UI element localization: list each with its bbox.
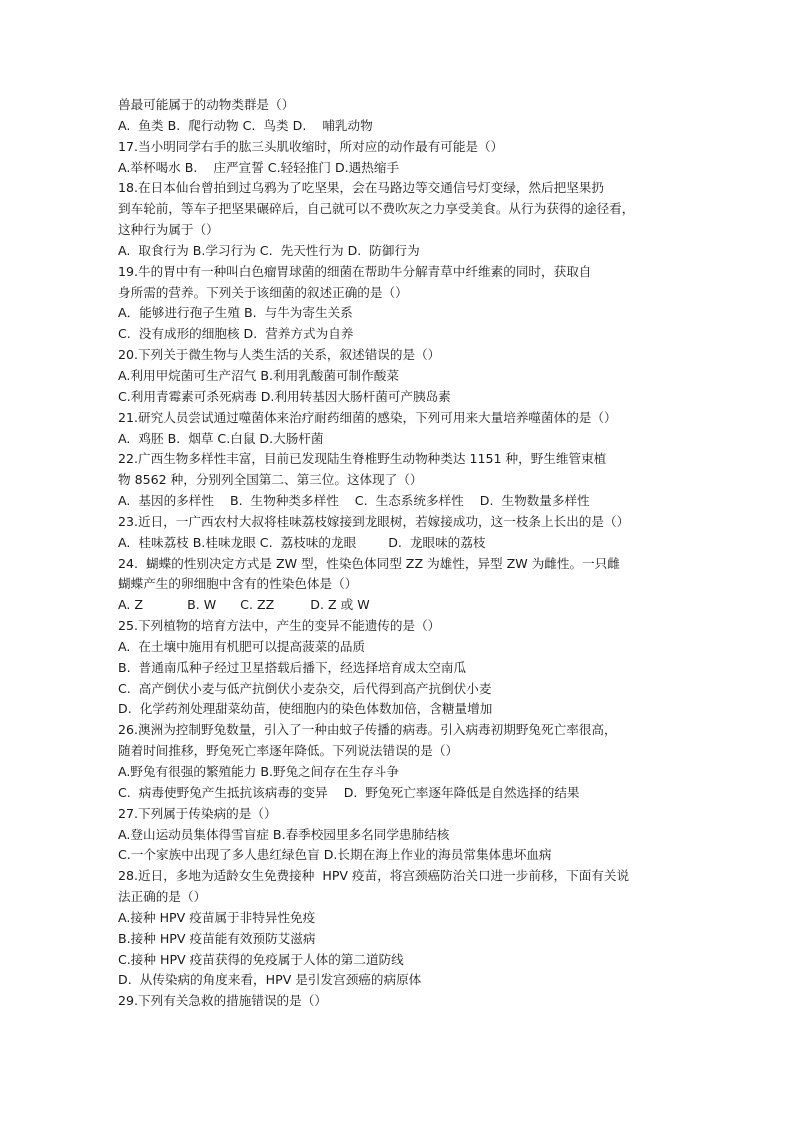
text-line: 物 8562 种，分别列全国第二、第三位。这体现了（） [118, 472, 423, 488]
question-29: 29.下列有关急救的措施错误的是（） [118, 993, 327, 1009]
option-line: A. 鸡胚 B. 烟草 C.白鼠 D.大肠杆菌 [118, 430, 324, 446]
option-line: A．能够进行孢子生殖 B. 与牛为寄生关系 [118, 305, 353, 321]
question-25: 25.下列植物的培育方法中，产生的变异不能遗传的是（） [118, 618, 441, 634]
option-line: A. 基因的多样性 B. 生物种类多样性 C. 生态系统多样性 D. 生物数量多样性 [118, 493, 590, 509]
text-line: 法正确的是（） [118, 889, 207, 905]
exam-page [118, 95, 688, 1012]
question-20: 20.下列关于微生物与人类生活的关系，叙述错误的是（） [118, 347, 441, 363]
question-24: 24. 蝴蝶的性别决定方式是 ZW 型，性染色体同型 ZZ 为雄性，异型 ZW 为雌性。一只雌 [118, 555, 620, 571]
text-line: 到车轮前，等车子把坚果碾碎后，自己就可以不费吹灰之力享受美食。从行为获得的途径看， [118, 201, 635, 217]
question-23: 23.近日，一广西农村大叔将桂味荔枝嫁接到龙眼树，若嫁接成功，这一枝条上长出的是（） [118, 513, 630, 529]
option-line: A. 在土壤中施用有机肥可以提高菠菜的品质 [118, 638, 366, 654]
option-line: D. 化学药剂处理甜菜幼苗，使细胞内的染色体数加倍，含糖量增加 [118, 701, 493, 717]
option-line: A. Z B. W C. ZZ D. Z 或 W [118, 597, 370, 613]
option-line: C.利用青霉素可杀死病毒 D.利用转基因大肠杆菌可产胰岛素 [118, 388, 451, 404]
option-line: C. 高产倒伏小麦与低产抗倒伏小麦杂交，后代得到高产抗倒伏小麦 [118, 680, 492, 696]
text-line: 这种行为属于（） [118, 222, 219, 238]
option-line: A. 桂味荔枝 B.桂味龙眼 C. 荔枝味的龙眼 D. 龙眼味的荔枝 [118, 534, 486, 550]
option-line: A. 取食行为 B.学习行为 C. 先天性行为 D. 防御行为 [118, 242, 420, 258]
text-line: 兽最可能属于的动物类群是（） [118, 97, 295, 112]
option-line: A.举杯喝水 B. 庄严宣誓 C.轻轻推门 D.遇热缩手 [118, 159, 400, 175]
question-28: 28.近日，多地为适龄女生免费接种 HPV 疫苗，将宫颈癌防治关口进一步前移，下面有关说 [118, 868, 630, 884]
option-line: A. 鱼类 B. 爬行动物 C. 鸟类 D. 哺乳动物 [118, 117, 373, 133]
question-27: 27.下列属于传染病的是（） [118, 805, 277, 821]
question-21: 21.研究人员尝试通过噬菌体来治疗耐药细菌的感染，下列可用来大量培养噬菌体的是（） [118, 409, 617, 425]
option-line: A.利用甲烷菌可生产沼气 B.利用乳酸菌可制作酸菜 [118, 367, 399, 383]
question-26: 26.澳洲为控制野兔数量，引入了一种由蚊子传播的病毒。引入病毒初期野兔死亡率很高， [118, 722, 617, 738]
option-line: A.登山运动员集体得雪盲症 B.春季校园里多名同学患肺结核 [118, 826, 450, 842]
option-line: C. 没有成形的细胞核 D. 营养方式为自养 [118, 326, 354, 342]
option-line: B.接种 HPV 疫苗能有效预防艾滋病 [118, 930, 316, 946]
option-line: C.接种 HPV 疫苗获得的免疫属于人体的第二道防线 [118, 951, 404, 967]
option-line: A.野兔有很强的繁殖能力 B.野兔之间存在生存斗争 [118, 764, 399, 779]
text-line: 随着时间推移，野兔死亡率逐年降低。下列说法错误的是（） [118, 743, 459, 759]
text-line: 身所需的营养。下列关于该细菌的叙述正确的是（） [118, 284, 408, 300]
option-line: C.一个家族中出现了多人患红绿色盲 D.长期在海上作业的海员常集体患坏血病 [118, 847, 552, 863]
question-19: 19.牛的胃中有一种叫白色瘤胃球菌的细菌在帮助牛分解青草中纤维素的同时，获取自 [118, 263, 592, 279]
question-18: 18.在日本仙台曾拍到过乌鸦为了吃坚果，会在马路边等交通信号灯变绿，然后把坚果扔 [118, 180, 604, 196]
option-line: A.接种 HPV 疫苗属于非特异性免疫 [118, 909, 316, 925]
question-17: 17.当小明同学右手的肱三头肌收缩时，所对应的动作最有可能是（） [118, 138, 504, 154]
option-line: D. 从传染病的角度来看，HPV 是引发宫颈癌的病原体 [118, 972, 422, 988]
option-line: B. 普通南瓜种子经过卫星搭载后播下，经选择培育成太空南瓜 [118, 659, 467, 675]
question-22: 22.广西生物多样性丰富，目前已发现陆生脊椎野生动物种类达 1151 种，野生维管束植 [118, 451, 607, 467]
option-line: C. 病毒使野兔产生抵抗该病毒的变异 D. 野兔死亡率逐年降低是自然选择的结果 [118, 784, 580, 800]
text-line: 蝴蝶产生的卵细胞中含有的性染色体是（） [118, 576, 358, 592]
